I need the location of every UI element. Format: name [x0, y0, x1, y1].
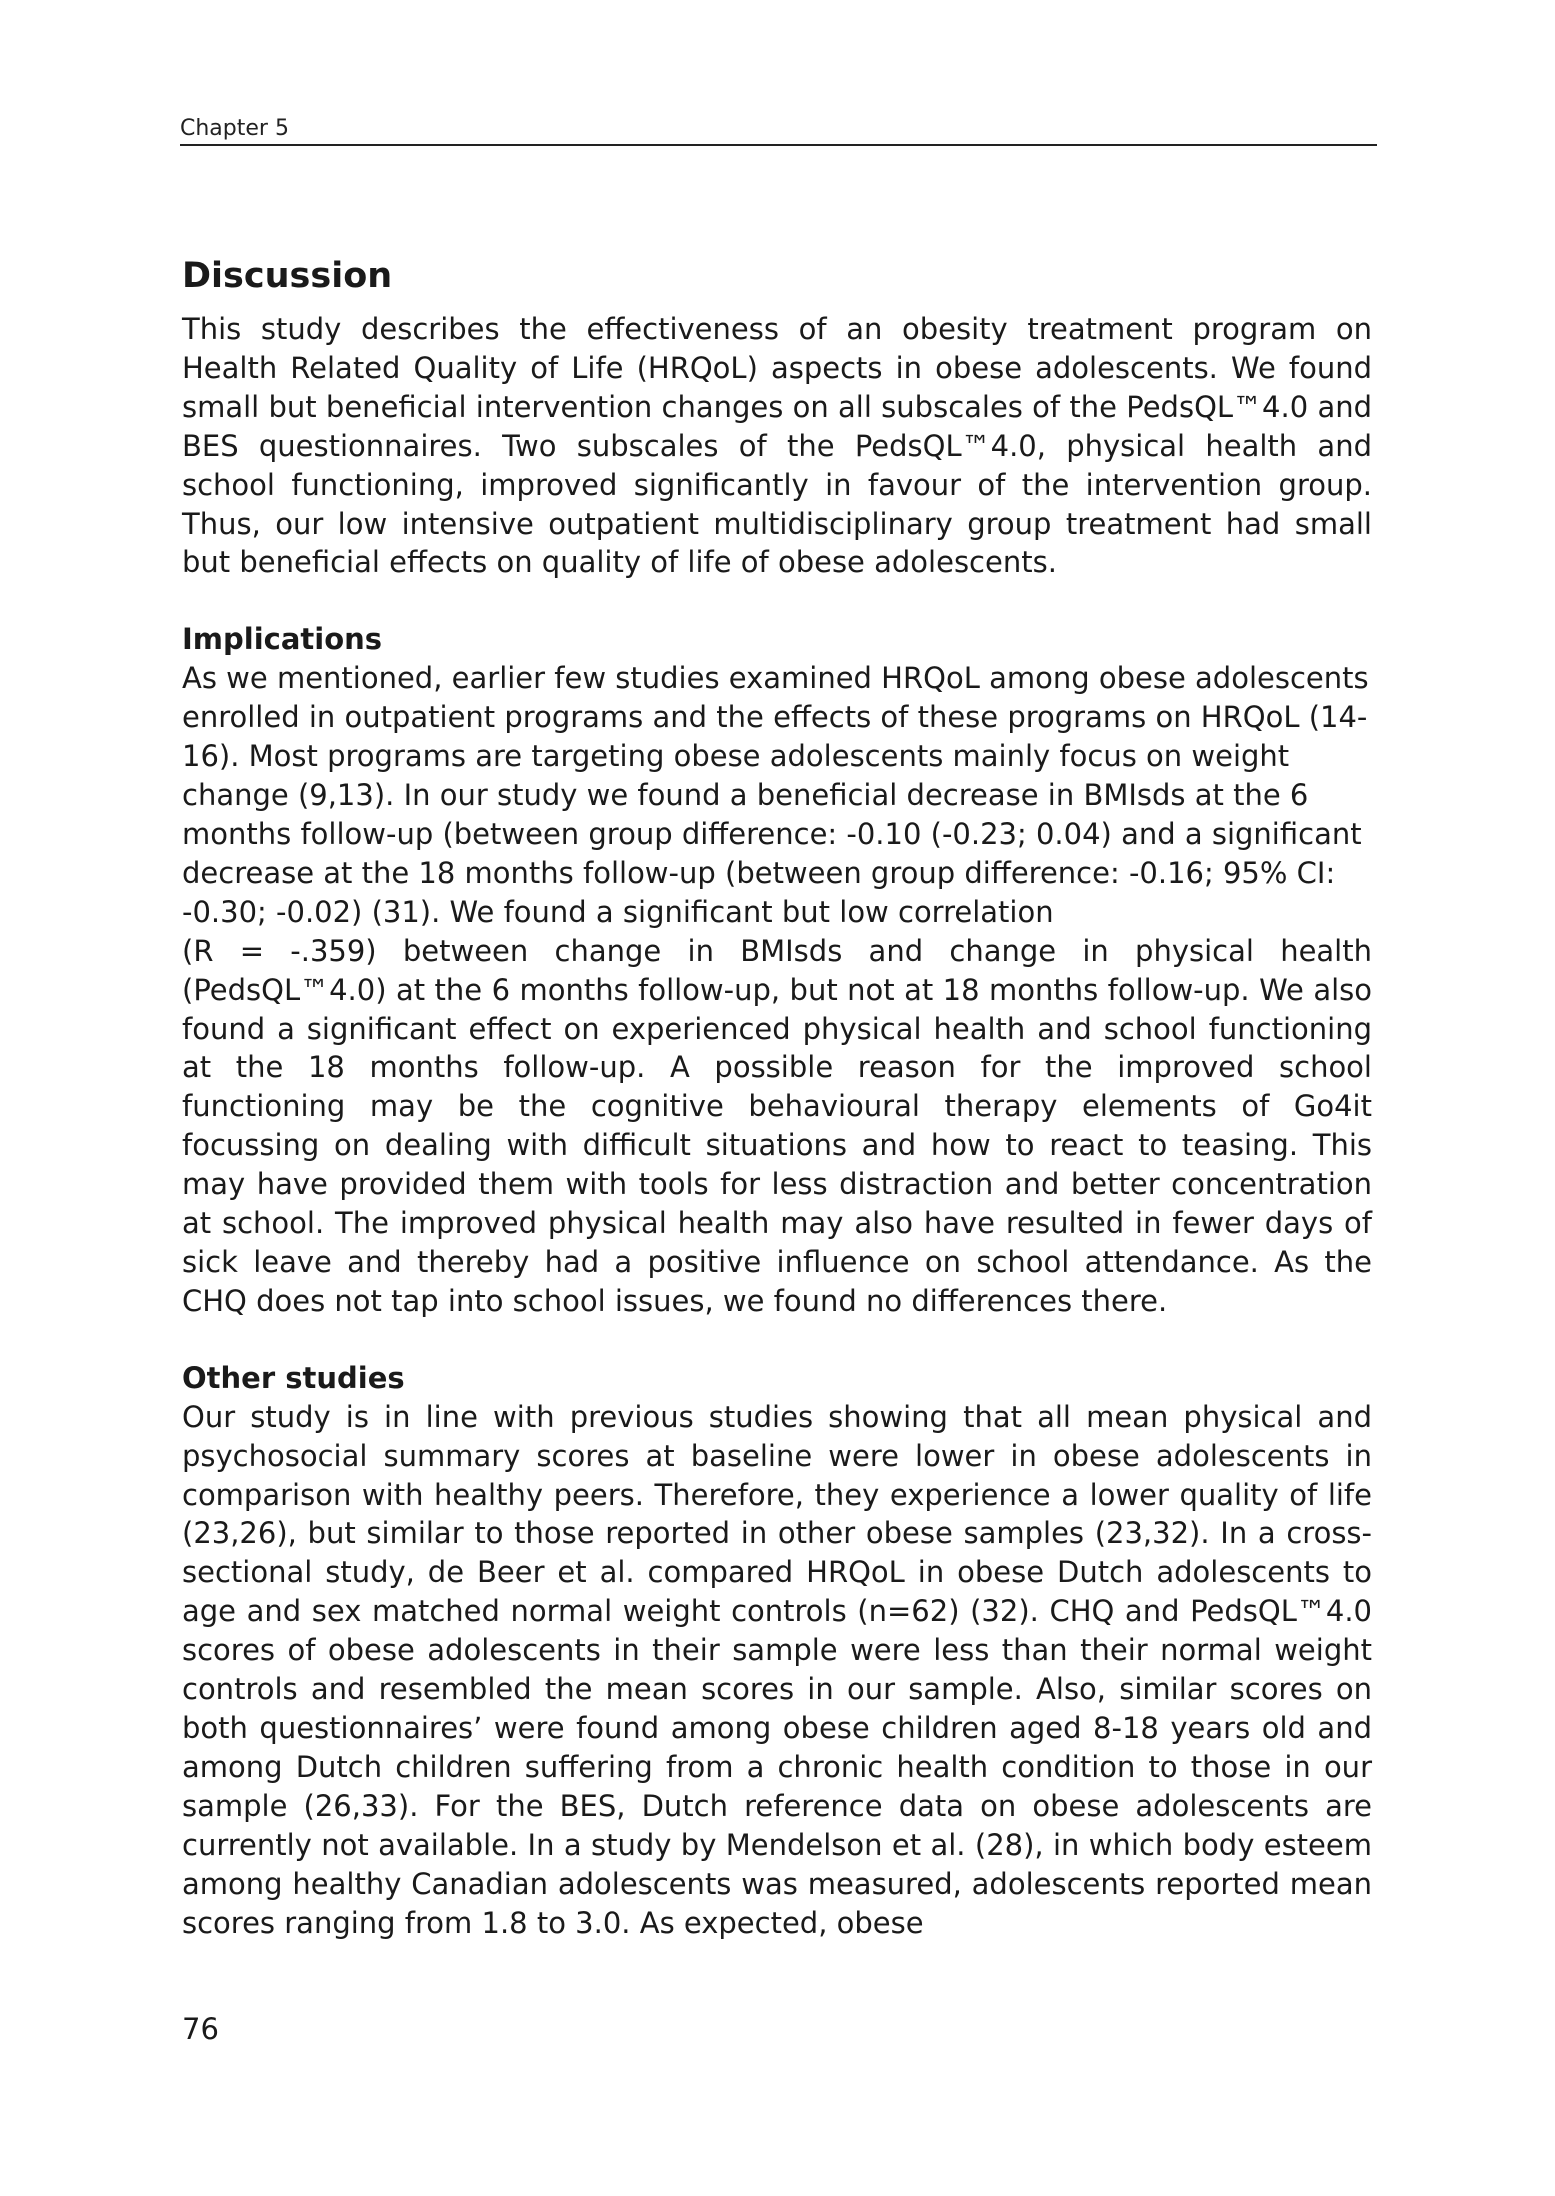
- section-heading-discussion: Discussion: [182, 256, 393, 296]
- running-header: [180, 114, 1377, 146]
- chapter-label: Chapter 5: [180, 116, 289, 141]
- page-body: [182, 254, 1372, 1942]
- implications-paragraph-part1: As we mentioned, earlier few studies examined HRQoL among obese adolescents enrolled in outpatient programs and the effects of these programs on HRQoL (14-16). Most programs are targeting obese adolescents mainly focus on weight change (9,13). In our study we found a beneficial decrease in BMIsds at the 6 months follow-up (between group difference: -0.10 (-0.23; 0.04) and a significant decrease at the 18 months follow-up (between group difference: -0.16; 95% CI: -0.30; -0.02) (31). We found a significant but low correlation: [182, 661, 1369, 929]
- implications-paragraph-part2: (R = -.359) between change in BMIsds and change in physical health (PedsQL™4.0) at the 6 months follow-up, but not at 18 months follow-up. We also found a significant effect on experienced physical health and school functioning at the 18 months follow-up. A possible reason for the improved school functioning may be the cognitive behavioural therapy elements of Go4it focussing on dealing with difficult situations and how to react to teasing. This may have provided them with tools for less distraction and better concentration at school. The improved physical health may also have resulted in fewer days of sick leave and thereby had a positive influence on school attendance. As the CHQ does not tap into school issues, we found no differences there.: [182, 933, 1372, 1318]
- page-number: 76: [182, 2012, 219, 2046]
- discussion-paragraph: This study describes the effectiveness of an obesity treatment program on Health Related Quality of Life (HRQoL) aspects in obese adolescents. We found small but beneficial intervention changes on all subscales of the PedsQL™4.0 and BES questionnaires. Two subscales of the PedsQL™4.0, physical health and school functioning, improved significantly in favour of the intervention group. Thus, our low intensive outpatient multidisciplinary group treatment had small but beneficial effects on quality of life of obese adolescents.: [182, 312, 1372, 580]
- other-studies-paragraph: Our study is in line with previous studies showing that all mean physical and psychosocial summary scores at baseline were lower in obese adolescents in comparison with healthy peers. Therefore, they experience a lower quality of life (23,26), but similar to those reported in other obese samples (23,32). In a cross-sectional study, de Beer et al. compared HRQoL in obese Dutch adolescents to age and sex matched normal weight controls (n=62) (32). CHQ and PedsQL™4.0 scores of obese adolescents in their sample were less than their normal weight controls and resembled the mean scores in our sample. Also, similar scores on both questionnaires’ were found among obese children aged 8-18 years old and among Dutch children suffering from a chronic health condition to those in our sample (26,33). For the BES, Dutch reference data on obese adolescents are currently not available. In a study by Mendelson et al. (28), in which body esteem among healthy Canadian adolescents was measured, adolescents reported mean scores ranging from 1.8 to 3.0. As expected, obese: [182, 1399, 1372, 1940]
- subsection-heading-other-studies: Other studies: [182, 1360, 405, 1395]
- subsection-heading-implications: Implications: [182, 622, 383, 657]
